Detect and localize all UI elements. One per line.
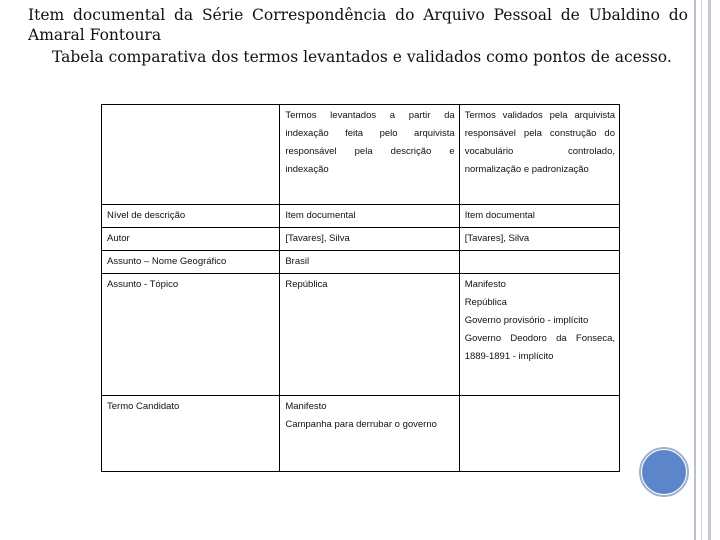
levantado-term: Manifesto (285, 401, 327, 412)
row-label: Assunto - Tópico (102, 274, 280, 396)
table-header-row (102, 105, 620, 205)
row-validado (459, 274, 619, 396)
row-label: Nível de descrição (102, 205, 280, 228)
accent-circle (641, 449, 687, 495)
frame-line-right-inner (708, 0, 711, 540)
row-levantado: Item documental (280, 205, 459, 228)
row-validado-empty (459, 396, 619, 472)
row-validado: [Tavares], Silva (459, 228, 619, 251)
table-row (102, 205, 620, 228)
header-levantados-line: responsável pela descrição e (285, 146, 455, 157)
table-row (102, 274, 620, 396)
header-levantados-line: indexação feita pelo arquivista (285, 128, 455, 139)
row-levantado (280, 396, 459, 472)
validado-term: Manifesto (464, 279, 506, 290)
header-levantados-line: Termos levantados a partir da (285, 110, 455, 121)
row-label: Termo Candidato (102, 396, 280, 472)
row-validado-empty (459, 251, 619, 274)
header-validados-line: responsável pela construção do (464, 128, 615, 139)
table-row (102, 396, 620, 472)
table-row (102, 251, 620, 274)
table-row (102, 228, 620, 251)
row-levantado: Brasil (280, 251, 459, 274)
header-cell-levantados (280, 105, 459, 205)
row-validado: Item documental (459, 205, 619, 228)
row-label: Autor (102, 228, 280, 251)
validado-term: 1889-1891 - implícito (464, 351, 554, 362)
validado-term: República (464, 297, 507, 308)
validado-term: Governo Deodoro da Fonseca, (464, 333, 615, 344)
row-levantado: República (280, 274, 459, 396)
frame-line-right-middle (701, 0, 702, 540)
header-validados-line: normalização e padronização (464, 164, 589, 175)
validado-term: Governo provisório - implícito (464, 315, 589, 326)
row-levantado: [Tavares], Silva (280, 228, 459, 251)
page-subtitle: Tabela comparativa dos termos levantados e validados como pontos de acesso. (52, 48, 672, 66)
header-levantados-line: indexação (285, 164, 329, 175)
levantado-term: Campanha para derrubar o governo (285, 419, 437, 430)
page-title: Item documental da Série Correspondência do Arquivo Pessoal de Ubaldino do Amaral Fontoura (28, 6, 688, 44)
row-label: Assunto – Nome Geográfico (102, 251, 280, 274)
header-cell-validados (459, 105, 619, 205)
frame-line-right-outer (694, 0, 696, 540)
comparison-table (101, 104, 620, 472)
header-cell-empty (102, 105, 280, 205)
header-validados-line: Termos validados pela arquivista (464, 110, 615, 121)
header-validados-line: vocabulário controlado, (464, 146, 615, 157)
